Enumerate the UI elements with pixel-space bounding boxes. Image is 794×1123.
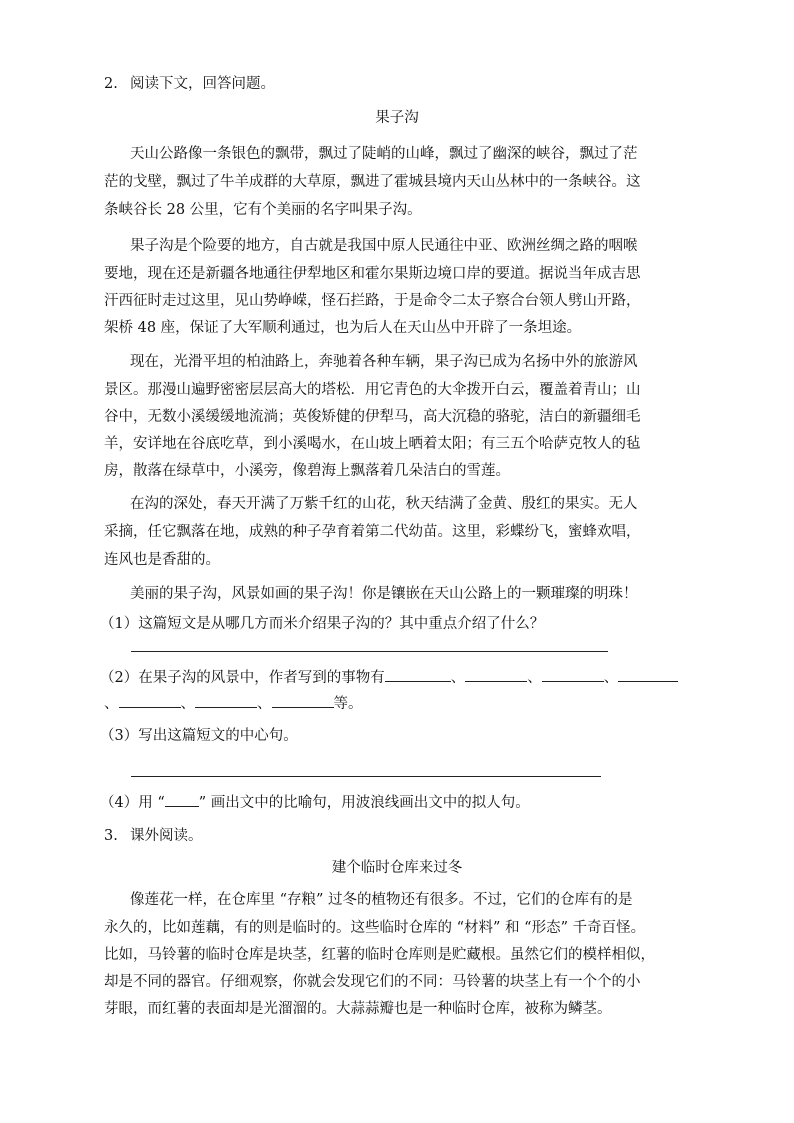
q2-line: 架桥 48 座，保证了大军顺利通过，也为后人在天山丛中开辟了一条坦途。	[104, 320, 582, 336]
q3-passage-title: 建个临时仓库来过冬	[331, 860, 463, 876]
q3-line: 像莲花一样，在仓库里 “存粮” 过冬的植物还有很多。不过，它们的仓库有的是	[130, 892, 633, 908]
q3-line: 芽眼，而红薯的表面却是光溜溜的。大蒜蒜瓣也是一种临时仓库，被称为鳞茎。	[104, 1001, 612, 1017]
answer-blank[interactable]	[195, 692, 257, 708]
q2-number: 2.	[104, 76, 118, 92]
q2-line: 汗西征时走过这里，见山势峥嵘，怪石拦路，于是命令二太子察合台领人劈山开路，	[104, 293, 641, 309]
answer-blank[interactable]	[165, 791, 199, 807]
q2-line: 景区。那漫山遍野密密层层高大的塔松．用它青色的大伞拨开白云，覆盖着青山；山	[104, 382, 641, 398]
q2-line: 果子沟是个险要的地方，自古就是我国中原人民通往中亚、欧洲丝绸之路的咽喉	[130, 238, 638, 254]
answer-line[interactable]	[131, 651, 608, 652]
q2-sub2-cont: 、 、 、 等。	[104, 692, 363, 714]
answer-blank[interactable]	[385, 666, 451, 682]
q2-line: 谷中，无数小溪缓缓地流淌；英俊矫健的伊犁马，高大沉稳的骆驼，洁白的新疆细毛	[104, 409, 641, 425]
answer-blank[interactable]	[465, 666, 527, 682]
q2-line: 美丽的果子沟，风景如画的果子沟！你是镶嵌在天山公路上的一颗璀璨的明珠！	[130, 586, 638, 602]
q2-sub2: （2）在果子沟的风景中，作者写到的事物有 、 、 、	[100, 666, 678, 688]
q2-line: 连风也是香甜的。	[104, 552, 220, 568]
q2-sub3: （3）写出这篇短文的中心句。	[100, 728, 298, 744]
q2-sub1: （1）这篇短文是从哪几方而米介绍果子沟的？其中重点介绍了什么？	[100, 616, 545, 632]
q2-passage-title: 果子沟	[375, 110, 419, 126]
answer-blank[interactable]	[618, 666, 678, 682]
q2-line: 房，散落在绿草中，小溪旁，像碧海上飘落着几朵洁白的雪莲。	[104, 463, 510, 479]
answer-blank[interactable]	[119, 692, 181, 708]
answer-line[interactable]	[131, 776, 601, 777]
q2-line: 在沟的深处，春天开满了万紫千红的山花，秋天结满了金黄、殷红的果实。无人	[130, 496, 638, 512]
q2-sub4: （4）用 “ ” 画出文中的比喻句，用波浪线画出文中的拟人句。	[100, 791, 530, 813]
q3-line: 比如，马铃薯的临时仓库是块茎，红薯的临时仓库则是贮藏根。虽然它们的模样相似，	[104, 947, 655, 963]
q2-line: 要地，现在还是新疆各地通往伊犁地区和霍尔果斯边境口岸的要道。据说当年成吉思	[104, 266, 641, 282]
answer-blank[interactable]	[542, 666, 604, 682]
q2-line: 茫的戈壁，飘过了牛羊成群的大草原，飘进了霍城县境内天山丛林中的一条峡谷。这	[104, 174, 641, 190]
q2-line: 天山公路像一条银色的飘带，飘过了陡峭的山峰，飘过了幽深的峡谷，飘过了茫	[130, 146, 638, 162]
q3-instruction: 课外阅读。	[130, 828, 203, 844]
q3-line: 却是不同的器官。仔细观察，你就会发现它们的不同：马铃薯的块茎上有一个个的小	[104, 974, 641, 990]
q2-instruction: 阅读下文，回答问题。	[130, 76, 275, 92]
q2-line: 条峡谷长 28 公里，它有个美丽的名字叫果子沟。	[104, 202, 422, 218]
q2-line: 采摘，任它飘落在地，成熟的种子孕育着第二代幼苗。这里，彩蝶纷飞，蜜蜂欢唱，	[104, 524, 641, 540]
q3-number: 3.	[104, 828, 118, 844]
q2-line: 现在，光滑平坦的柏油路上，奔驰着各种车辆，果子沟已成为名扬中外的旅游风	[130, 354, 638, 370]
answer-blank[interactable]	[272, 692, 334, 708]
q2-line: 羊，安详地在谷底吃草，到小溪喝水，在山坡上晒着太阳；有三五个哈萨克牧人的毡	[104, 436, 641, 452]
q3-line: 永久的，比如莲藕，有的则是临时的。这些临时仓库的 “材料” 和 “形态” 千奇百怪。	[104, 920, 646, 936]
